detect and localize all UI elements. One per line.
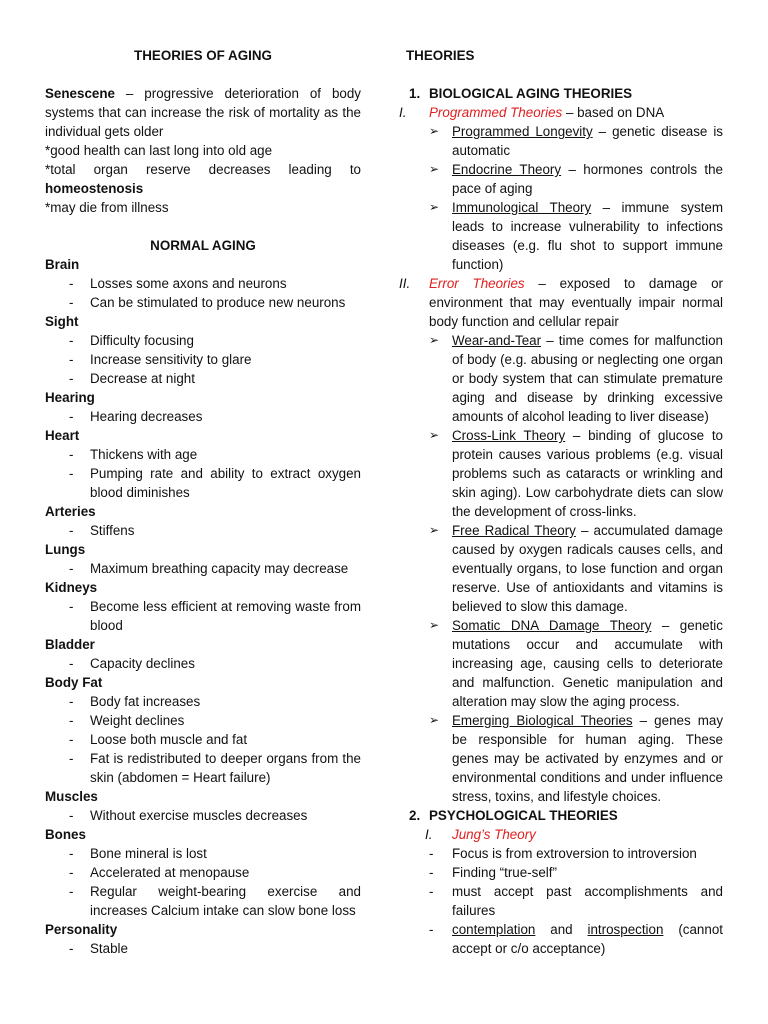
arrow-bullet-icon: ➢ xyxy=(429,162,440,176)
dash-marker: - xyxy=(429,922,434,937)
list-item xyxy=(45,293,361,312)
dash-marker: - xyxy=(69,466,74,481)
theory-text: – binding of glucose to protein causes various problems (e.g. visual problems such as cataracts or wrinkling and skin aging). Low carbohydrate diets can slow the development of cross-links. xyxy=(452,428,723,519)
list-item xyxy=(45,730,361,749)
dash-marker: - xyxy=(69,941,74,956)
psychological-heading xyxy=(397,806,723,825)
list-item xyxy=(45,597,361,635)
theory-text: – immune system leads to increase vulnerability to infections diseases (e.g. flu shot to support immune function) xyxy=(452,200,723,272)
list-item-text: Difficulty focusing xyxy=(90,333,194,348)
jung-last-rest: (cannot accept or c/o acceptance) xyxy=(452,922,723,956)
list-item-text: Can be stimulated to produce new neurons xyxy=(90,295,346,310)
error-theories xyxy=(397,274,723,331)
theory-item xyxy=(397,331,723,426)
dash-marker: - xyxy=(69,713,74,728)
list-item xyxy=(45,369,361,388)
list-item xyxy=(45,654,361,673)
list-item-text: Regular weight-bearing exercise and increases Calcium intake can slow bone loss xyxy=(90,884,361,918)
list-item-text: Weight declines xyxy=(90,713,185,728)
list-item-text: Focus is from extroversion to introversion xyxy=(452,846,697,861)
jung-label: Jung’s Theory xyxy=(452,827,536,842)
dash-marker: - xyxy=(69,599,74,614)
error-rest: – exposed to damage or environment that may eventually impair normal body function and cellular repair xyxy=(429,276,723,329)
dash-marker: - xyxy=(69,352,74,367)
list-item xyxy=(45,407,361,426)
dash-marker: - xyxy=(69,808,74,823)
list-item-text: Thickens with age xyxy=(90,447,198,462)
left-column xyxy=(45,46,361,958)
arrow-bullet-icon: ➢ xyxy=(429,200,440,214)
list-item-text: Without exercise muscles decreases xyxy=(90,808,308,823)
biological-number: 1. xyxy=(409,86,421,101)
section-heading: Brain xyxy=(45,257,80,272)
list-item-text: Decrease at night xyxy=(90,371,195,386)
theory-term: Free Radical Theory xyxy=(452,523,576,538)
theory-item xyxy=(397,711,723,806)
theory-item xyxy=(397,426,723,521)
list-item xyxy=(45,749,361,787)
section-heading: Sight xyxy=(45,314,79,329)
list-item-text: Losses some axons and neurons xyxy=(90,276,287,291)
introspection-term: introspection xyxy=(587,922,664,937)
theory-text: – genes may be responsible for human aging. These genes may be activated by enzymes and or environmental conditions and under influence stress, toxins, and lifestyle choices. xyxy=(452,713,724,804)
list-item-text: must accept past accomplishments and failures xyxy=(452,884,723,918)
programmed-numeral: I. xyxy=(399,105,407,120)
dash-marker: - xyxy=(69,561,74,576)
theory-text: – hormones controls the pace of aging xyxy=(452,162,723,196)
senescence-definition xyxy=(45,84,361,141)
dash-marker: - xyxy=(429,884,434,899)
right-column xyxy=(397,46,723,958)
list-item-text: Pumping rate and ability to extract oxygen blood diminishes xyxy=(90,466,361,500)
psychological-number: 2. xyxy=(409,808,421,823)
section-heading: Personality xyxy=(45,922,118,937)
section-heading: Bones xyxy=(45,827,86,842)
dash-marker: - xyxy=(69,694,74,709)
dash-marker: - xyxy=(69,409,74,424)
theory-item xyxy=(397,521,723,616)
dash-marker: - xyxy=(69,656,74,671)
arrow-bullet-icon: ➢ xyxy=(429,428,440,442)
list-item-text: Stiffens xyxy=(90,523,135,538)
section-heading: Hearing xyxy=(45,390,95,405)
theory-term: Programmed Longevity xyxy=(452,124,593,139)
senescence-text: – progressive deterioration of body systems that can increase the risk of mortality as the individual gets older xyxy=(45,86,361,139)
dash-marker: - xyxy=(429,846,434,861)
error-label: Error Theories xyxy=(429,276,525,291)
section-heading: Lungs xyxy=(45,542,86,557)
theory-item xyxy=(397,160,723,198)
list-item xyxy=(45,559,361,578)
dash-marker: - xyxy=(69,523,74,538)
dash-marker: - xyxy=(69,732,74,747)
arrow-bullet-icon: ➢ xyxy=(429,333,440,347)
dash-marker: - xyxy=(69,751,74,766)
list-item xyxy=(45,863,361,882)
list-item-text: Maximum breathing capacity may decrease xyxy=(90,561,349,576)
list-item-text: Hearing decreases xyxy=(90,409,203,424)
jung-last-item xyxy=(397,920,723,958)
note-organ-reserve: *total organ reserve decreases leading to xyxy=(45,162,361,177)
normal-aging-sections xyxy=(45,255,361,958)
contemplation-term: contemplation xyxy=(452,922,536,937)
programmed-theories xyxy=(397,103,723,122)
list-item xyxy=(45,521,361,540)
programmed-rest: – based on DNA xyxy=(562,105,665,120)
list-item xyxy=(45,939,361,958)
theory-term: Endocrine Theory xyxy=(452,162,562,177)
theory-text: – genetic disease is automatic xyxy=(452,124,723,158)
left-title: THEORIES OF AGING xyxy=(134,48,272,63)
programmed-list xyxy=(397,122,723,274)
error-list xyxy=(397,331,723,806)
jung-theory xyxy=(397,825,723,844)
list-item xyxy=(45,350,361,369)
theory-item xyxy=(397,616,723,711)
dash-marker: - xyxy=(69,884,74,899)
theory-text: – genetic mutations occur and accumulate with increasing age, causing cells to deteriorate and malfunction. Genetic manipulation and alteration may slow the aging process. xyxy=(452,618,723,709)
section-heading: Muscles xyxy=(45,789,98,804)
jung-list xyxy=(397,844,723,920)
list-item-text: Fat is redistributed to deeper organs from the skin (abdomen = Heart failure) xyxy=(90,751,361,785)
and-text: and xyxy=(535,922,588,937)
section-heading: Heart xyxy=(45,428,80,443)
list-item-text: Body fat increases xyxy=(90,694,201,709)
jung-numeral: I. xyxy=(425,827,433,842)
list-item xyxy=(45,806,361,825)
list-item xyxy=(45,844,361,863)
list-item-text: Increase sensitivity to glare xyxy=(90,352,252,367)
dash-marker: - xyxy=(69,846,74,861)
homeostenosis-term: homeostenosis xyxy=(45,181,144,196)
section-heading: Arteries xyxy=(45,504,96,519)
normal-aging-title: NORMAL AGING xyxy=(150,238,256,253)
list-item-text: Stable xyxy=(90,941,128,956)
theory-item xyxy=(397,198,723,274)
list-item-text: Accelerated at menopause xyxy=(90,865,250,880)
list-item xyxy=(45,711,361,730)
list-item-text: Loose both muscle and fat xyxy=(90,732,248,747)
theory-term: Cross-Link Theory xyxy=(452,428,566,443)
dash-marker: - xyxy=(69,276,74,291)
list-item xyxy=(45,692,361,711)
error-numeral: II. xyxy=(399,276,411,291)
list-item xyxy=(45,464,361,502)
list-item-text: Capacity declines xyxy=(90,656,195,671)
note-illness: *may die from illness xyxy=(45,200,169,215)
theory-text: – accumulated damage caused by oxygen radicals causes cells, and eventually organs, to lose function and organ reserve. Use of antioxidants and vitamins is believed to slow this damage. xyxy=(452,523,723,614)
programmed-label: Programmed Theories xyxy=(429,105,563,120)
dash-marker: - xyxy=(69,865,74,880)
arrow-bullet-icon: ➢ xyxy=(429,124,440,138)
theory-term: Somatic DNA Damage Theory xyxy=(452,618,652,633)
list-item-text: Finding “true-self” xyxy=(452,865,557,880)
theory-item xyxy=(397,122,723,160)
list-item-text: Become less efficient at removing waste from blood xyxy=(90,599,361,633)
arrow-bullet-icon: ➢ xyxy=(429,523,440,537)
section-heading: Kidneys xyxy=(45,580,98,595)
theory-term: Wear-and-Tear xyxy=(452,333,542,348)
right-title: THEORIES xyxy=(406,48,475,63)
dash-marker: - xyxy=(69,295,74,310)
section-heading: Body Fat xyxy=(45,675,103,690)
theory-term: Immunological Theory xyxy=(452,200,592,215)
list-item xyxy=(45,445,361,464)
senescence-term: Senescene xyxy=(45,86,115,101)
list-item xyxy=(45,882,361,920)
dash-marker: - xyxy=(69,447,74,462)
list-item xyxy=(397,863,723,882)
list-item-text: Bone mineral is lost xyxy=(90,846,207,861)
biological-title: BIOLOGICAL AGING THEORIES xyxy=(429,86,633,101)
dash-marker: - xyxy=(429,865,434,880)
arrow-bullet-icon: ➢ xyxy=(429,713,440,727)
psychological-title: PSYCHOLOGICAL THEORIES xyxy=(429,808,618,823)
theory-term: Emerging Biological Theories xyxy=(452,713,633,728)
list-item xyxy=(397,844,723,863)
list-item xyxy=(45,274,361,293)
arrow-bullet-icon: ➢ xyxy=(429,618,440,632)
list-item xyxy=(397,882,723,920)
note-good-health: *good health can last long into old age xyxy=(45,143,273,158)
biological-heading xyxy=(397,84,723,103)
list-item xyxy=(45,331,361,350)
dash-marker: - xyxy=(69,333,74,348)
dash-marker: - xyxy=(69,371,74,386)
section-heading: Bladder xyxy=(45,637,95,652)
theory-text: – time comes for malfunction of body (e.g. abusing or neglecting one organ or body system that can stimulate premature aging and disease by drinking excessive amounts of alcohol leading to liver disease) xyxy=(452,333,723,424)
